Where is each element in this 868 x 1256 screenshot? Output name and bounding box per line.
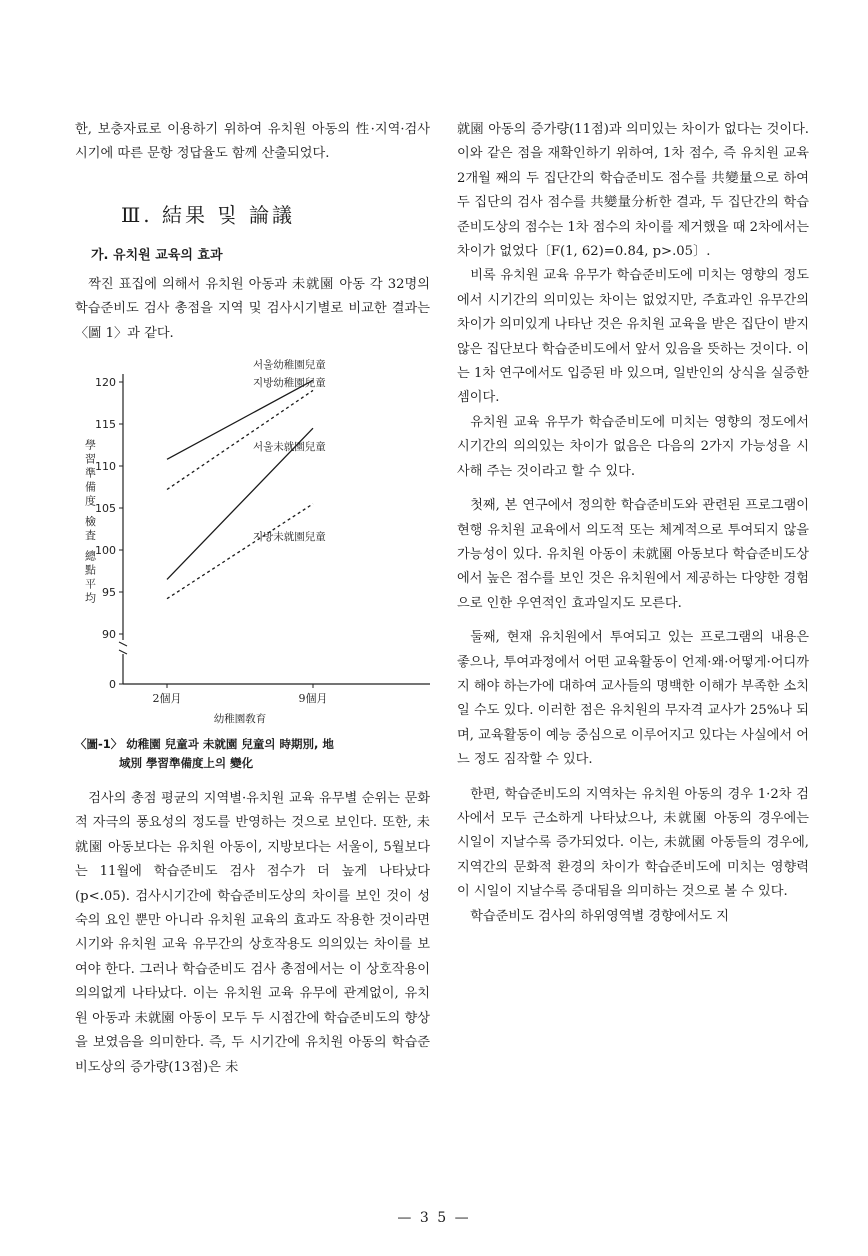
right-paragraph-6: 한편, 학습준비도의 지역차는 유치원 아동의 경우 1·2차 검사에서 모두 근소하게 나타났으나, 未就園 아동의 경우에는 시일이 지날수록 증가되었다. 이는, 未就園 아동들의 경우에, 지역간의 문화적 환경의 차이가 학습준비도에 미치는 영향력이 시일이 지날수록 증대됨을 의미하는 것으로 볼 수 있다. [457, 786, 809, 900]
figure-1 [75, 354, 430, 729]
left-column [75, 118, 430, 1080]
y-axis-label: 學習準備度 檢査 總點平均 [83, 439, 97, 607]
y-tick-label: 120 [95, 376, 116, 390]
right-paragraph-4: 첫째, 본 연구에서 정의한 학습준비도와 관련된 프로그램이 현행 유치원 교육에서 의도적 또는 체계적으로 투여되지 않을 가능성이 있다. 유치원 아동이 未就園 아동보다 학습준비도상에서 높은 점수를 보인 것은 유치원에서 제공하는 다양한 경험으로 인한 우연적인 효과일지도 모른다. [457, 498, 810, 611]
right-paragraph-7: 학습준비도 검사의 하위영역별 경향에서도 지 [470, 908, 729, 924]
page-number: — 3 5 — [397, 1210, 471, 1226]
y-tick-label: 95 [102, 586, 116, 600]
figure-caption-line-2: 域別 學習準備度上의 變化 [119, 756, 254, 771]
y-tick-label: 110 [95, 460, 116, 474]
y-tick-label: 90 [102, 628, 116, 642]
series-label: 지방幼稚園兒童 [253, 377, 326, 390]
figure-caption [75, 735, 430, 773]
series-line [167, 504, 313, 599]
x-tick-label: 2個月 [152, 692, 182, 706]
series-label: 지방未就園兒童 [253, 531, 326, 544]
left-paragraph-1: 한, 보충자료로 이용하기 위하여 유치원 아동의 性·지역·검사시기에 따른 문항 정답율도 함께 산출되었다. [75, 122, 430, 162]
section-title: Ⅲ. 結果 및 論議 [121, 202, 296, 227]
subsection-title: 가. 유치원 교육의 효과 [91, 247, 223, 263]
y-tick-label: 100 [95, 544, 116, 558]
series-line [167, 390, 313, 489]
y-tick-label: 105 [95, 502, 116, 516]
y-tick-label: 115 [95, 418, 116, 432]
series-label: 서울幼稚園兒童 [253, 359, 326, 372]
x-axis-label: 幼稚園敎育 [213, 713, 267, 726]
left-paragraph-3: 검사의 총점 평균의 지역별·유치원 교육 유무별 순위는 문화적 자극의 풍요성의 정도를 반영하는 것으로 보인다. 또한, 未就園 아동보다는 유치원 아동이, 지방보다는 서울이, 5월보다는 11월에 학습준비도 검사 점수가 더 높게 나타났다(p<.05). 검사시기간에 학습준비도상의 차이를 보인 것이 성숙의 요인 뿐만 아니라 유치원 교육의 효과도 작용한 것이라면 시기와 유치원 교육 유무간의 상호작용도 의의있는 차이를 보여야 한다. 그러나 학습준비도 검사 총점에서는 이 상호작용이 의의없게 나타났다. 이는 유치원 교육 유무에 관계없이, 유치원 아동과 未就園 아동이 모두 두 시점간에 학습준비도의 향상을 보였음을 의미한다. 즉, 두 시기간에 유치원 아동의 학습준비도상의 증가량(13점)은 未 [75, 791, 430, 1075]
right-paragraph-3: 유치원 교육 유무가 학습준비도에 미치는 영향의 정도에서 시기간의 의의있는 차이가 없음은 다음의 2가지 가능성을 시사해 주는 것이라고 할 수 있다. [457, 414, 809, 479]
y-axis-break [119, 642, 127, 654]
right-paragraph-5: 둘째, 현재 유치원에서 투여되고 있는 프로그램의 내용은 좋으나, 투여과정에서 어떤 교육활동이 언제·왜·어떻게·어디까지 해야 하는가에 대하여 교사들의 명백한 이해가 부족한 소치일 수도 있다. 이러한 점은 유치원의 무자격 교사가 25%나 되며, 교육활동이 예능 중심으로 이루어지고 있다는 사실에서 어느 정도 짐작할 수 있다. [457, 630, 810, 768]
series-label: 서울未就園兒童 [253, 441, 326, 454]
y-tick-label: 0 [109, 678, 116, 692]
left-paragraph-2: 짝진 표집에 의해서 유치원 아동과 未就園 아동 각 32명의 학습준비도 검사 총점을 지역 및 검사시기별로 비교한 결과는 〈圖 1〉과 같다. [75, 276, 430, 341]
line-chart [75, 354, 430, 729]
figure-caption-line-1: 〈圖-1〉 幼稚園 兒童과 未就園 兒童의 時期別, 地 [75, 737, 334, 752]
right-column [457, 118, 809, 929]
right-paragraph-1: 就園 아동의 증가량(11점)과 의미있는 차이가 없다는 것이다. 이와 같은 점을 재확인하기 위하여, 1차 점수, 즉 유치원 교육 2개월 째의 두 집단간의 학습준비도 점수를 共變量으로 하여 두 집단의 검사 점수를 共變量分析한 결과, 두 집단간의 학습준비도상의 점수는 1차 점수의 차이를 제거했을 때 2차에서는 차이가 없었다〔F(1, 62)=0.84, p>.05〕. [457, 122, 809, 260]
x-tick-label: 9個月 [298, 692, 328, 706]
right-paragraph-2: 비록 유치원 교육 유무가 학습준비도에 미치는 영향의 정도에서 시기간의 의미있는 차이는 없었지만, 주효과인 유무간의 차이가 의미있게 나타난 것은 유치원 교육을 받은 집단이 받지 않은 집단보다 학습준비도에서 앞서 있음을 뜻하는 것이다. 이는 1차 연구에서도 입증된 바 있으며, 일반인의 상식을 실증한 셈이다. [457, 268, 810, 406]
